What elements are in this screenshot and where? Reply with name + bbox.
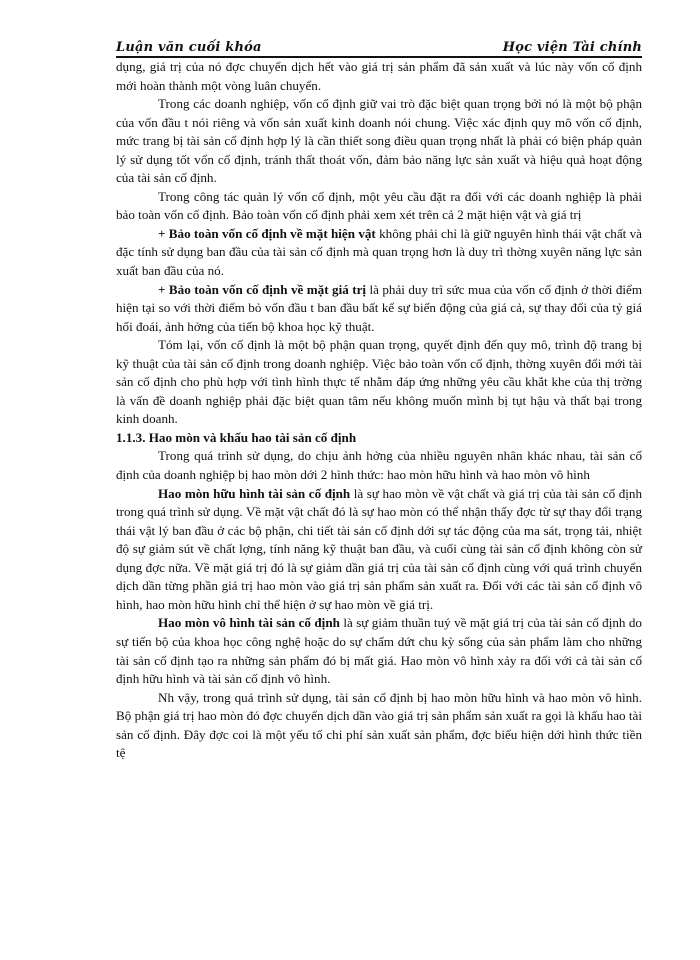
paragraph: Trong các doanh nghiệp, vốn cố định giữ vai trò đặc biệt quan trọng bởi nó là một bộ phận của vốn đầu t nói riêng và vốn sản xuất kinh doanh nói chung. Việc xác định quy mô vốn cố định, mức trang bị tài sản cố định hợp lý là cần thiết song điều quan trọng nhất là phải có biện pháp quản lý sử dụng tốt vốn cố định, tránh thất thoát vốn, đảm bảo năng lực sản xuất và hiệu quả hoạt động của tài sản cố định. bbox=[116, 96, 642, 186]
paragraph: dụng, giá trị của nó đợc chuyển dịch hết vào giá trị sản phẩm đã sản xuất và lúc này vốn cố định mới hoàn thành một vòng luân chuyển. bbox=[116, 59, 642, 93]
paragraph: Trong quá trình sử dụng, do chịu ảnh hởng của nhiều nguyên nhân khác nhau, tài sản cố định của doanh nghiệp bị hao mòn dới 2 hình thức: hao mòn hữu hình và hao mòn vô hình bbox=[116, 448, 642, 483]
paragraph: + Bảo toàn vốn cố định về mặt giá trị là phải duy trì sức mua của vốn cố định ở thời điểm hiện tại so với thời điểm bỏ vốn đầu t ban đầu bất kể sự biến động của giá cả, sự thay đổi của tỷ giá hối đoái, ảnh hởng của tiến bộ khoa học kỹ thuật. bbox=[116, 281, 643, 334]
paragraph: Tóm lại, vốn cố định là một bộ phận quan trọng, quyết định đến quy mô, trình độ trang bị kỹ thuật của tài sản cố định trong doanh nghiệp. Việc bảo toàn vốn cố định, thờng xuyên đổi mới tài sản cố định cho phù hợp với tình hình thực tế nhằm đáp ứng những yêu cầu khắt khe của thị trờng là vấn đề doanh nghiệp phải đặc biệt quan tâm nếu không muốn mình bị tụt hậu và thất bại trong kinh doanh. bbox=[116, 337, 642, 427]
page-header bbox=[116, 36, 642, 58]
bold-term: + Bảo toàn vốn cố định về mặt giá trị bbox=[158, 281, 367, 297]
paragraph: Trong công tác quản lý vốn cố định, một yêu cầu đặt ra đối với các doanh nghiệp là phải bảo toàn vốn cố định. Bảo toàn vốn cố định phải xem xét trên cả 2 mặt hiện vật và giá trị bbox=[116, 188, 642, 223]
paragraph: Hao mòn hữu hình tài sản cố định là sự hao mòn về vật chất và giá trị của tài sản cố định trong quá trình sử dụng. Về mặt vật chất đó là sự hao mòn có thể nhận thấy đợc từ sự thay đổi trạng thái vật lý ban đầu ở các bộ phận, chi tiết tài sản cố định dới sự tác động của ma sát, trọng tải, nhiệt độ sự giảm sút về chất lợng, tính năng kỹ thuật ban đầu, và cuối cùng tài sản cố định không còn sử dụng đợc nữa. Về mặt giá trị đó là sự giảm dần giá trị của tài sản cố định cùng với quá trình chuyển dịch dần từng phần giá trị hao mòn vào giá trị sản phẩm sản xuất ra. Đối với các tài sản cố định vô hình, hao mòn hữu hình chỉ thể hiện ở sự hao mòn về giá trị. bbox=[116, 485, 642, 612]
header-institution: Học viện Tài chính bbox=[502, 40, 642, 55]
paragraph: + Bảo toàn vốn cố định về mặt hiện vật không phải chỉ là giữ nguyên hình thái vật chất và đặc tính sử dụng ban đầu của tài sản cố định mà quan trọng hơn là duy trì thờng xuyên năng lực sản xuất ban đầu của nó. bbox=[116, 225, 642, 279]
section-heading: 1.1.3. Hao mòn và khấu hao tài sản cố định bbox=[116, 429, 357, 445]
body-text bbox=[116, 58, 642, 763]
paragraph: Nh vậy, trong quá trình sử dụng, tài sản cố định bị hao mòn hữu hình và hao mòn vô hình. Bộ phận giá trị hao mòn đó đợc chuyển dịch dần vào giá trị sản phẩm sản xuất ra gọi là khấu hao tài sản cố định. Đây đợc coi là một yếu tố chi phí sản xuất sản phẩm, đợc biểu hiện dới hình thức tiền tệ bbox=[116, 689, 642, 761]
paragraph: Hao mòn vô hình tài sản cố định là sự giảm thuần tuý về mặt giá trị của tài sản cố định do sự tiến bộ của khoa học công nghệ hoặc do sự chấm dứt chu kỳ sống của sản phẩm làm cho những tài sản cố định tạo ra những sản phẩm đó bị mất giá. Hao mòn vô hình xảy ra đối với cả tài sản cố định hữu hình và tài sản cố định vô hình. bbox=[116, 615, 642, 687]
bold-term: Hao mòn hữu hình tài sản cố định bbox=[158, 485, 351, 501]
header-thesis-title: Luận văn cuối khóa bbox=[116, 40, 262, 55]
bold-term: + Bảo toàn vốn cố định về mặt hiện vật bbox=[158, 225, 376, 241]
bold-term: Hao mòn vô hình tài sản cố định bbox=[158, 615, 340, 631]
